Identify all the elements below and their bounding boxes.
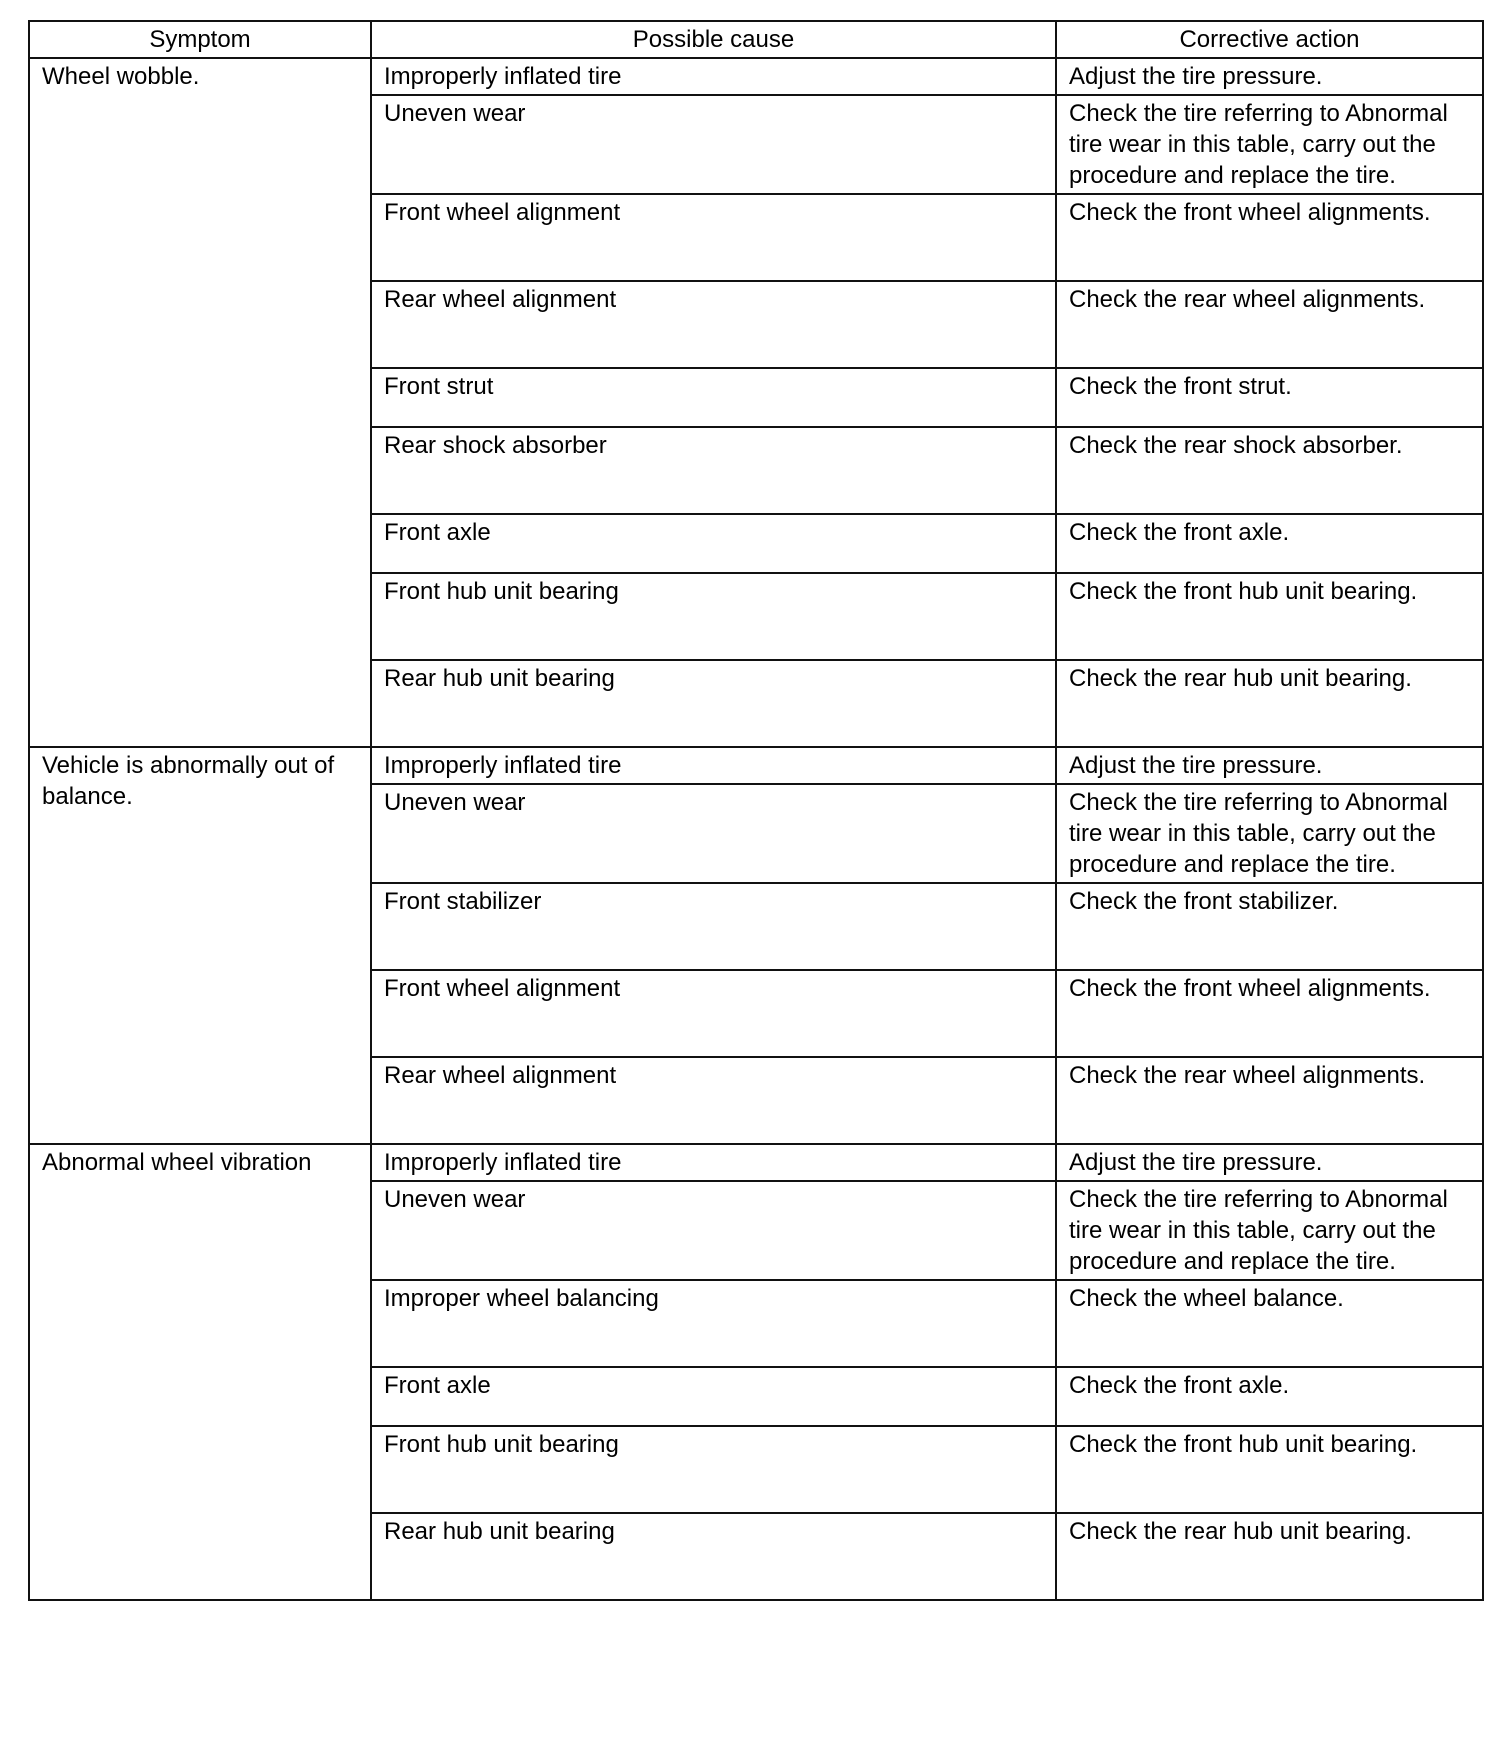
corrective-action-cell: Check the front wheel alignments. [1056, 970, 1483, 1057]
corrective-action-cell: Check the tire referring to Abnormal tire wear in this table, carry out the procedure and replace the tire. [1056, 784, 1483, 883]
corrective-action-cell: Check the rear wheel alignments. [1056, 1057, 1483, 1144]
possible-cause-cell: Front wheel alignment [371, 970, 1056, 1057]
table-row [29, 1144, 1483, 1181]
possible-cause-cell: Improperly inflated tire [371, 1144, 1056, 1181]
possible-cause-cell: Front hub unit bearing [371, 1426, 1056, 1513]
possible-cause-cell: Uneven wear [371, 784, 1056, 883]
table-row [29, 747, 1483, 784]
possible-cause-cell: Front stabilizer [371, 883, 1056, 970]
corrective-action-cell: Adjust the tire pressure. [1056, 58, 1483, 95]
possible-cause-cell: Improper wheel balancing [371, 1280, 1056, 1367]
header-symptom: Symptom [29, 21, 371, 58]
corrective-action-cell: Check the front hub unit bearing. [1056, 573, 1483, 660]
table-body [29, 58, 1483, 1600]
possible-cause-cell: Rear shock absorber [371, 427, 1056, 514]
corrective-action-cell: Check the front hub unit bearing. [1056, 1426, 1483, 1513]
corrective-action-cell: Adjust the tire pressure. [1056, 747, 1483, 784]
possible-cause-cell: Front hub unit bearing [371, 573, 1056, 660]
corrective-action-cell: Check the front wheel alignments. [1056, 194, 1483, 281]
symptom-cell: Vehicle is abnormally out of balance. [29, 747, 371, 1144]
corrective-action-cell: Check the front axle. [1056, 514, 1483, 573]
header-row [29, 21, 1483, 58]
symptom-cell: Wheel wobble. [29, 58, 371, 747]
possible-cause-cell: Rear wheel alignment [371, 1057, 1056, 1144]
corrective-action-cell: Check the tire referring to Abnormal tire wear in this table, carry out the procedure and replace the tire. [1056, 1181, 1483, 1280]
symptom-cell: Abnormal wheel vibration [29, 1144, 371, 1600]
corrective-action-cell: Check the rear hub unit bearing. [1056, 1513, 1483, 1600]
possible-cause-cell: Uneven wear [371, 95, 1056, 194]
possible-cause-cell: Rear hub unit bearing [371, 660, 1056, 747]
corrective-action-cell: Check the rear hub unit bearing. [1056, 660, 1483, 747]
corrective-action-cell: Check the front stabilizer. [1056, 883, 1483, 970]
possible-cause-cell: Improperly inflated tire [371, 58, 1056, 95]
corrective-action-cell: Check the rear shock absorber. [1056, 427, 1483, 514]
corrective-action-cell: Adjust the tire pressure. [1056, 1144, 1483, 1181]
possible-cause-cell: Front wheel alignment [371, 194, 1056, 281]
possible-cause-cell: Front axle [371, 514, 1056, 573]
corrective-action-cell: Check the rear wheel alignments. [1056, 281, 1483, 368]
corrective-action-cell: Check the wheel balance. [1056, 1280, 1483, 1367]
possible-cause-cell: Improperly inflated tire [371, 747, 1056, 784]
corrective-action-cell: Check the tire referring to Abnormal tire wear in this table, carry out the procedure and replace the tire. [1056, 95, 1483, 194]
possible-cause-cell: Uneven wear [371, 1181, 1056, 1280]
possible-cause-cell: Rear hub unit bearing [371, 1513, 1056, 1600]
corrective-action-cell: Check the front strut. [1056, 368, 1483, 427]
header-possible-cause: Possible cause [371, 21, 1056, 58]
diagnosis-table [28, 20, 1484, 1601]
possible-cause-cell: Front axle [371, 1367, 1056, 1426]
possible-cause-cell: Front strut [371, 368, 1056, 427]
header-corrective-action: Corrective action [1056, 21, 1483, 58]
possible-cause-cell: Rear wheel alignment [371, 281, 1056, 368]
table-row [29, 58, 1483, 95]
corrective-action-cell: Check the front axle. [1056, 1367, 1483, 1426]
